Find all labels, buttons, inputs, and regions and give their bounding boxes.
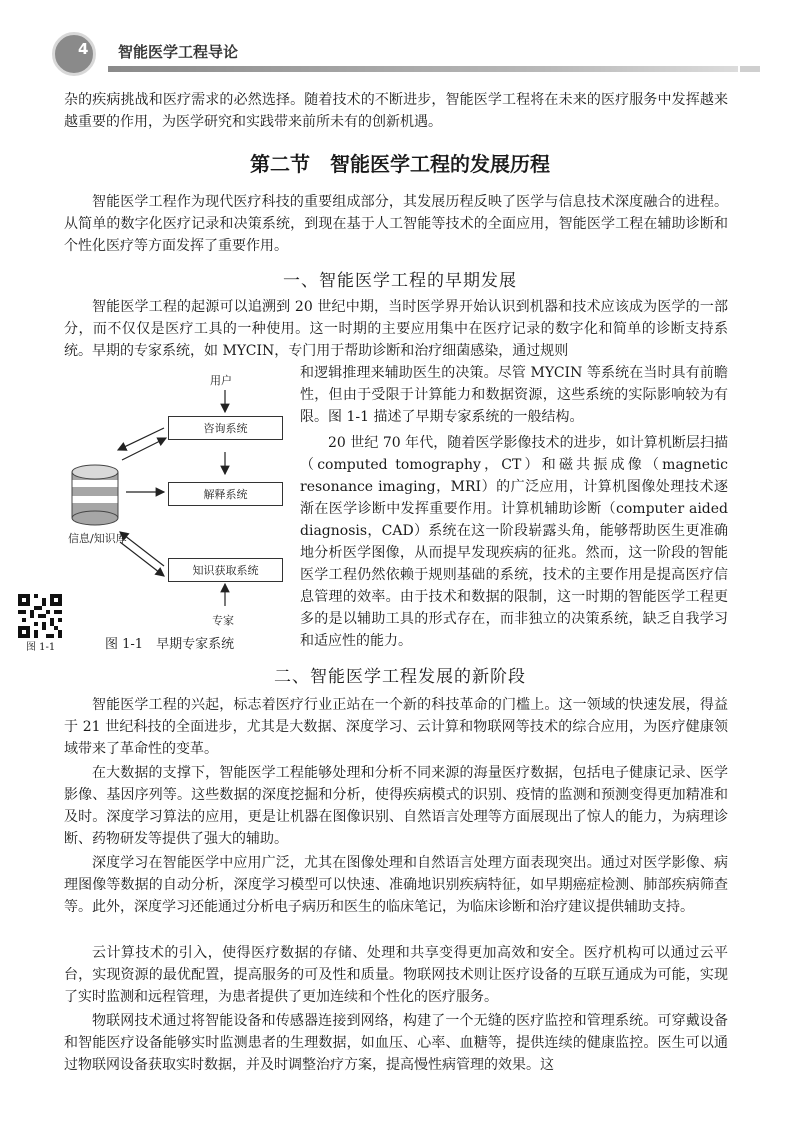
running-header	[0, 0, 800, 80]
new-paragraph-4: 云计算技术的引入，使得医疗数据的存储、处理和共享变得更加高效和安全。医疗机构可以通过云平台，实现资源的最优配置，提高服务的可及性和质量。物联网技术则让医疗设备的互联互通成为可能，实现了实时监测和远程管理，为患者提供了更加连续和个性化的医疗服务。	[64, 945, 728, 1005]
qr-code-icon[interactable]	[18, 594, 62, 638]
new-paragraph-2: 在大数据的支撑下，智能医学工程能够处理和分析不同来源的海量医疗数据，包括电子健康记录、医学影像、基因序列等。这些数据的深度挖掘和分析，使得疾病模式的识别、疫情的监测和预测变得更加精准和及时。深度学习算法的应用，更是让机器在图像识别、自然语言处理等方面展现出了惊人的能力，为病理诊断、药物研发等提供了强大的辅助。	[64, 765, 728, 847]
early-paragraph-1-cont: 和逻辑推理来辅助医生的决策。尽管 MYCIN 等系统在当时具有前瞻性，但由于受限于计算能力和数据资源，这些系统的实际影响较为有限。图 1-1 描述了早期专家系统的一般结构。	[300, 365, 728, 425]
arrow-db-knowledge	[120, 542, 164, 576]
figure-box-knowledge: 知识获取系统	[168, 558, 283, 582]
page-number-badge	[52, 32, 96, 76]
figure-caption: 图 1-1 早期专家系统	[105, 637, 235, 652]
arrow-db-consult	[122, 438, 166, 460]
figure-user-label: 用户	[210, 374, 232, 387]
early-paragraph-1: 智能医学工程的起源可以追溯到 20 世纪中期，当时医学界开始认识到机器和技术应该成为医学的一部分，而不仅仅是医疗工具的一种使用。这一时期的主要应用集中在医疗记录的数字化和简单的诊断支持系统。早期的专家系统，如 MYCIN，专门用于帮助诊断和治疗细菌感染，通过规则	[64, 299, 728, 359]
subsection-title-new: 二、智能医学工程发展的新阶段	[274, 667, 526, 687]
new-paragraph-5: 物联网技术通过将智能设备和传感器连接到网络，构建了一个无缝的医疗监控和管理系统。可穿戴设备和智能医疗设备能够实时监测患者的生理数据，如血压、心率、血糖等，提供连续的健康监控。医生可以通过物联网设备获取实时数据，并及时调整治疗方案，提高慢性病管理的效果。这	[64, 1013, 728, 1073]
figure-box-consult: 咨询系统	[168, 416, 283, 440]
figure-db-label: 信息/知识库	[68, 532, 127, 545]
intro-paragraph: 杂的疾病挑战和医疗需求的必然选择。随着技术的不断进步，智能医学工程将在未来的医疗服务中发挥越来越重要的作用，为医学研究和实践带来前所未有的创新机遇。	[64, 92, 728, 130]
new-paragraph-1: 智能医学工程的兴起，标志着医疗行业正站在一个新的科技革命的门槛上。这一领域的快速发展，得益于 21 世纪科技的全面进步，尤其是大数据、深度学习、云计算和物联网等技术的综合应用，为医疗健康领域带来了革命性的变革。	[64, 697, 728, 757]
figure-expert-label: 专家	[212, 614, 234, 627]
early-paragraph-2: 20 世纪 70 年代，随着医学影像技术的进步，如计算机断层扫描（computed tomography，CT）和磁共振成像（magnetic resonance imaging，MRI）的广泛应用，计算机图像处理技术逐渐在医学诊断中发挥重要作用。计算机辅助诊断（computer aided diagnosis，CAD）系统在这一阶段崭露头角，能够帮助医生更准确地分析医学图像，从而提早发现疾病的征兆。然而，这一阶段的智能医学工程仍然依赖于规则基础的系统，技术的主要作用是提高医疗信息管理的效率。由于技术和数据的限制，这一时期的智能医学工程更多的是以辅助工具的形式存在，而非独立的决策系统，缺乏自我学习和适应性的能力。	[300, 435, 728, 649]
arrow-consult-db	[118, 428, 164, 450]
header-rule-end	[740, 66, 760, 72]
figure-expert-system	[60, 370, 295, 655]
section-paragraph: 智能医学工程作为现代医疗科技的重要组成部分，其发展历程反映了医学与信息技术深度融合的进程。从简单的数字化医疗记录和决策系统，到现在基于人工智能等技术的全面应用，智能医学工程在辅助诊断和个性化医疗等方面发挥了重要作用。	[64, 194, 728, 254]
page-number: 4	[78, 40, 89, 58]
book-title: 智能医学工程导论	[118, 43, 239, 61]
qr-label: 图 1-1	[26, 642, 56, 653]
new-paragraph-3: 深度学习在智能医学中应用广泛，尤其在图像处理和自然语言处理方面表现突出。通过对医学影像、病理图像等数据的自动分析，深度学习模型可以快速、准确地识别疾病特征，如早期癌症检测、肺部疾病筛查等。此外，深度学习还能通过分析电子病历和医生的临床笔记，为临床诊断和治疗建议提供辅助支持。	[64, 855, 728, 915]
figure-box-explain: 解释系统	[168, 482, 283, 506]
database-icon	[72, 465, 118, 525]
section-title: 第二节 智能医学工程的发展历程	[250, 152, 550, 176]
subsection-title-early: 一、智能医学工程的早期发展	[283, 271, 517, 291]
header-rule	[108, 66, 738, 72]
